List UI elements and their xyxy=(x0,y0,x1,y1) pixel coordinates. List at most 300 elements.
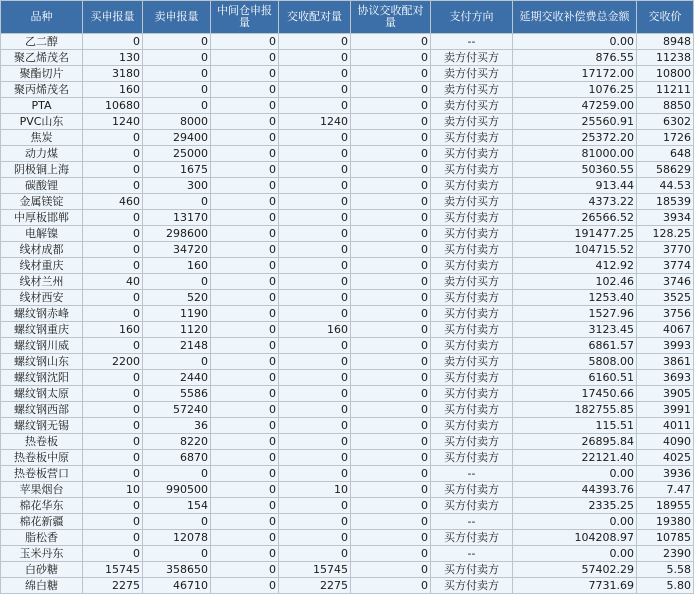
compensation-total-cell: 22121.40 xyxy=(513,450,637,466)
payment-direction-cell: 买方付卖方 xyxy=(431,418,513,434)
sell-declared-cell: 520 xyxy=(143,290,211,306)
intermediate-declared-cell: 0 xyxy=(211,258,279,274)
sell-declared-cell: 13170 xyxy=(143,210,211,226)
commodity-cell: 线材重庆 xyxy=(1,258,83,274)
agreement-matched-cell: 0 xyxy=(351,562,431,578)
intermediate-declared-cell: 0 xyxy=(211,98,279,114)
delivery-price-cell: 18539 xyxy=(637,194,694,210)
buy-declared-cell: 0 xyxy=(83,386,143,402)
buy-declared-cell: 0 xyxy=(83,338,143,354)
table-row xyxy=(1,146,694,162)
commodity-cell: 碳酸锂 xyxy=(1,178,83,194)
intermediate-declared-cell: 0 xyxy=(211,434,279,450)
delivery-price-cell: 3991 xyxy=(637,402,694,418)
compensation-total-cell: 47259.00 xyxy=(513,98,637,114)
payment-direction-cell: 买方付卖方 xyxy=(431,130,513,146)
compensation-total-cell: 0.00 xyxy=(513,546,637,562)
agreement-matched-cell: 0 xyxy=(351,482,431,498)
buy-declared-cell: 0 xyxy=(83,434,143,450)
commodity-cell: 动力煤 xyxy=(1,146,83,162)
payment-direction-cell: 买方付卖方 xyxy=(431,450,513,466)
intermediate-declared-cell: 0 xyxy=(211,210,279,226)
delivery-matched-cell: 10 xyxy=(279,482,351,498)
commodity-cell: 脂松香 xyxy=(1,530,83,546)
delivery-matched-cell: 0 xyxy=(279,386,351,402)
agreement-matched-cell: 0 xyxy=(351,130,431,146)
compensation-total-cell: 1253.40 xyxy=(513,290,637,306)
delivery-matched-cell: 0 xyxy=(279,530,351,546)
table-row xyxy=(1,546,694,562)
delivery-matched-cell: 0 xyxy=(279,130,351,146)
buy-declared-cell: 160 xyxy=(83,322,143,338)
agreement-matched-cell: 0 xyxy=(351,114,431,130)
buy-declared-cell: 3180 xyxy=(83,66,143,82)
delivery-price-cell: 3693 xyxy=(637,370,694,386)
commodity-cell: 绵白糖 xyxy=(1,578,83,594)
payment-direction-cell: -- xyxy=(431,546,513,562)
buy-declared-cell: 0 xyxy=(83,418,143,434)
compensation-total-cell: 0.00 xyxy=(513,34,637,50)
buy-declared-cell: 15745 xyxy=(83,562,143,578)
delivery-matched-cell: 0 xyxy=(279,194,351,210)
sell-declared-cell: 0 xyxy=(143,98,211,114)
payment-direction-cell: 卖方付买方 xyxy=(431,50,513,66)
agreement-matched-cell: 0 xyxy=(351,146,431,162)
compensation-total-cell: 1076.25 xyxy=(513,82,637,98)
compensation-total-cell: 2335.25 xyxy=(513,498,637,514)
agreement-matched-cell: 0 xyxy=(351,546,431,562)
delivery-matched-cell: 0 xyxy=(279,450,351,466)
delivery-price-cell: 3774 xyxy=(637,258,694,274)
buy-declared-cell: 40 xyxy=(83,274,143,290)
compensation-total-cell: 26566.52 xyxy=(513,210,637,226)
delivery-matched-cell: 0 xyxy=(279,82,351,98)
intermediate-declared-cell: 0 xyxy=(211,290,279,306)
sell-declared-cell: 8000 xyxy=(143,114,211,130)
intermediate-declared-cell: 0 xyxy=(211,562,279,578)
agreement-matched-cell: 0 xyxy=(351,530,431,546)
sell-declared-cell: 0 xyxy=(143,194,211,210)
compensation-total-cell: 5808.00 xyxy=(513,354,637,370)
table-row xyxy=(1,562,694,578)
sell-declared-cell: 0 xyxy=(143,34,211,50)
intermediate-declared-cell: 0 xyxy=(211,546,279,562)
buy-declared-cell: 0 xyxy=(83,242,143,258)
payment-direction-cell: -- xyxy=(431,514,513,530)
intermediate-declared-cell: 0 xyxy=(211,162,279,178)
delivery-price-cell: 3905 xyxy=(637,386,694,402)
payment-direction-cell: 买方付卖方 xyxy=(431,146,513,162)
intermediate-declared-cell: 0 xyxy=(211,322,279,338)
delivery-price-cell: 4011 xyxy=(637,418,694,434)
intermediate-declared-cell: 0 xyxy=(211,482,279,498)
agreement-matched-cell: 0 xyxy=(351,578,431,594)
intermediate-declared-cell: 0 xyxy=(211,578,279,594)
table-row xyxy=(1,274,694,290)
payment-direction-cell: 买方付卖方 xyxy=(431,482,513,498)
commodity-cell: 螺纹钢西部 xyxy=(1,402,83,418)
intermediate-declared-cell: 0 xyxy=(211,338,279,354)
table-row xyxy=(1,290,694,306)
sell-declared-cell: 160 xyxy=(143,258,211,274)
sell-declared-cell: 0 xyxy=(143,466,211,482)
col-header-buy-declared: 买申报量 xyxy=(83,1,143,34)
commodity-cell: 玉米丹东 xyxy=(1,546,83,562)
delivery-price-cell: 3746 xyxy=(637,274,694,290)
intermediate-declared-cell: 0 xyxy=(211,242,279,258)
compensation-total-cell: 104208.97 xyxy=(513,530,637,546)
buy-declared-cell: 0 xyxy=(83,226,143,242)
agreement-matched-cell: 0 xyxy=(351,402,431,418)
buy-declared-cell: 0 xyxy=(83,450,143,466)
table-row xyxy=(1,322,694,338)
agreement-matched-cell: 0 xyxy=(351,50,431,66)
compensation-total-cell: 3123.45 xyxy=(513,322,637,338)
buy-declared-cell: 0 xyxy=(83,466,143,482)
buy-declared-cell: 0 xyxy=(83,402,143,418)
sell-declared-cell: 0 xyxy=(143,546,211,562)
delivery-matched-cell: 0 xyxy=(279,98,351,114)
delivery-price-cell: 11211 xyxy=(637,82,694,98)
delivery-price-cell: 3756 xyxy=(637,306,694,322)
table-row xyxy=(1,578,694,594)
payment-direction-cell: -- xyxy=(431,34,513,50)
table-row xyxy=(1,370,694,386)
compensation-total-cell: 913.44 xyxy=(513,178,637,194)
compensation-total-cell: 412.92 xyxy=(513,258,637,274)
compensation-total-cell: 7731.69 xyxy=(513,578,637,594)
table-row xyxy=(1,226,694,242)
sell-declared-cell: 34720 xyxy=(143,242,211,258)
agreement-matched-cell: 0 xyxy=(351,162,431,178)
buy-declared-cell: 10680 xyxy=(83,98,143,114)
compensation-total-cell: 17450.66 xyxy=(513,386,637,402)
compensation-total-cell: 1527.96 xyxy=(513,306,637,322)
buy-declared-cell: 0 xyxy=(83,530,143,546)
compensation-total-cell: 104715.52 xyxy=(513,242,637,258)
buy-declared-cell: 0 xyxy=(83,162,143,178)
buy-declared-cell: 0 xyxy=(83,290,143,306)
sell-declared-cell: 12078 xyxy=(143,530,211,546)
table-row xyxy=(1,338,694,354)
agreement-matched-cell: 0 xyxy=(351,466,431,482)
delivery-matched-cell: 0 xyxy=(279,146,351,162)
agreement-matched-cell: 0 xyxy=(351,66,431,82)
payment-direction-cell: 卖方付买方 xyxy=(431,114,513,130)
compensation-total-cell: 44393.76 xyxy=(513,482,637,498)
delivery-price-cell: 10785 xyxy=(637,530,694,546)
payment-direction-cell: 卖方付买方 xyxy=(431,98,513,114)
table-row xyxy=(1,66,694,82)
col-header-delivery-matched: 交收配对量 xyxy=(279,1,351,34)
commodity-cell: 螺纹钢川威 xyxy=(1,338,83,354)
col-header-sell-declared: 卖申报量 xyxy=(143,1,211,34)
header-row xyxy=(1,1,694,34)
delivery-matched-cell: 160 xyxy=(279,322,351,338)
intermediate-declared-cell: 0 xyxy=(211,514,279,530)
agreement-matched-cell: 0 xyxy=(351,434,431,450)
col-header-payment-direction: 支付方向 xyxy=(431,1,513,34)
payment-direction-cell: 买方付卖方 xyxy=(431,530,513,546)
table-row xyxy=(1,98,694,114)
delivery-matched-cell: 0 xyxy=(279,514,351,530)
commodity-cell: 螺纹钢重庆 xyxy=(1,322,83,338)
sell-declared-cell: 2148 xyxy=(143,338,211,354)
compensation-total-cell: 6861.57 xyxy=(513,338,637,354)
table-row xyxy=(1,514,694,530)
table-row xyxy=(1,418,694,434)
delivery-price-cell: 4067 xyxy=(637,322,694,338)
delivery-price-cell: 2390 xyxy=(637,546,694,562)
agreement-matched-cell: 0 xyxy=(351,34,431,50)
delivery-price-cell: 3934 xyxy=(637,210,694,226)
delivery-matched-cell: 2275 xyxy=(279,578,351,594)
intermediate-declared-cell: 0 xyxy=(211,306,279,322)
agreement-matched-cell: 0 xyxy=(351,258,431,274)
delivery-price-cell: 3936 xyxy=(637,466,694,482)
table-row xyxy=(1,530,694,546)
delivery-price-cell: 3770 xyxy=(637,242,694,258)
compensation-total-cell: 115.51 xyxy=(513,418,637,434)
table-row xyxy=(1,498,694,514)
agreement-matched-cell: 0 xyxy=(351,338,431,354)
delivery-matched-cell: 0 xyxy=(279,290,351,306)
sell-declared-cell: 5586 xyxy=(143,386,211,402)
buy-declared-cell: 130 xyxy=(83,50,143,66)
commodity-cell: 中厚板邯郸 xyxy=(1,210,83,226)
compensation-total-cell: 876.55 xyxy=(513,50,637,66)
sell-declared-cell: 1190 xyxy=(143,306,211,322)
intermediate-declared-cell: 0 xyxy=(211,130,279,146)
buy-declared-cell: 0 xyxy=(83,370,143,386)
sell-declared-cell: 46710 xyxy=(143,578,211,594)
compensation-total-cell: 4373.22 xyxy=(513,194,637,210)
table-row xyxy=(1,130,694,146)
sell-declared-cell: 6870 xyxy=(143,450,211,466)
sell-declared-cell: 0 xyxy=(143,82,211,98)
delivery-matched-cell: 0 xyxy=(279,258,351,274)
table-row xyxy=(1,194,694,210)
compensation-total-cell: 0.00 xyxy=(513,466,637,482)
buy-declared-cell: 0 xyxy=(83,514,143,530)
delivery-matched-cell: 0 xyxy=(279,34,351,50)
buy-declared-cell: 0 xyxy=(83,146,143,162)
agreement-matched-cell: 0 xyxy=(351,306,431,322)
intermediate-declared-cell: 0 xyxy=(211,386,279,402)
agreement-matched-cell: 0 xyxy=(351,98,431,114)
delivery-price-cell: 8948 xyxy=(637,34,694,50)
delivery-matched-cell: 0 xyxy=(279,66,351,82)
table-row xyxy=(1,482,694,498)
table-row xyxy=(1,258,694,274)
payment-direction-cell: 买方付卖方 xyxy=(431,370,513,386)
compensation-total-cell: 25560.91 xyxy=(513,114,637,130)
delivery-price-cell: 128.25 xyxy=(637,226,694,242)
delivery-price-cell: 44.53 xyxy=(637,178,694,194)
delivery-matched-cell: 0 xyxy=(279,178,351,194)
delivery-price-cell: 58629 xyxy=(637,162,694,178)
sell-declared-cell: 154 xyxy=(143,498,211,514)
agreement-matched-cell: 0 xyxy=(351,290,431,306)
intermediate-declared-cell: 0 xyxy=(211,466,279,482)
intermediate-declared-cell: 0 xyxy=(211,114,279,130)
intermediate-declared-cell: 0 xyxy=(211,178,279,194)
col-header-delivery-price: 交收价 xyxy=(637,1,694,34)
delivery-price-cell: 7.47 xyxy=(637,482,694,498)
delivery-price-cell: 1726 xyxy=(637,130,694,146)
delivery-matched-cell: 0 xyxy=(279,338,351,354)
table-row xyxy=(1,386,694,402)
intermediate-declared-cell: 0 xyxy=(211,450,279,466)
intermediate-declared-cell: 0 xyxy=(211,82,279,98)
sell-declared-cell: 358650 xyxy=(143,562,211,578)
agreement-matched-cell: 0 xyxy=(351,322,431,338)
intermediate-declared-cell: 0 xyxy=(211,274,279,290)
col-header-compensation-total: 延期交收补偿费总金额 xyxy=(513,1,637,34)
table-row xyxy=(1,162,694,178)
agreement-matched-cell: 0 xyxy=(351,450,431,466)
sell-declared-cell: 0 xyxy=(143,50,211,66)
intermediate-declared-cell: 0 xyxy=(211,402,279,418)
delivery-price-cell: 5.80 xyxy=(637,578,694,594)
buy-declared-cell: 0 xyxy=(83,130,143,146)
delivery-matched-cell: 15745 xyxy=(279,562,351,578)
payment-direction-cell: 买方付卖方 xyxy=(431,242,513,258)
buy-declared-cell: 2200 xyxy=(83,354,143,370)
agreement-matched-cell: 0 xyxy=(351,514,431,530)
intermediate-declared-cell: 0 xyxy=(211,66,279,82)
delivery-matched-cell: 0 xyxy=(279,274,351,290)
commodity-cell: PVC山东 xyxy=(1,114,83,130)
commodity-cell: 阴极铜上海 xyxy=(1,162,83,178)
buy-declared-cell: 460 xyxy=(83,194,143,210)
agreement-matched-cell: 0 xyxy=(351,386,431,402)
table-row xyxy=(1,354,694,370)
delivery-price-cell: 8850 xyxy=(637,98,694,114)
delivery-price-cell: 3993 xyxy=(637,338,694,354)
buy-declared-cell: 1240 xyxy=(83,114,143,130)
delivery-matched-cell: 0 xyxy=(279,498,351,514)
sell-declared-cell: 57240 xyxy=(143,402,211,418)
payment-direction-cell: 卖方付买方 xyxy=(431,82,513,98)
agreement-matched-cell: 0 xyxy=(351,226,431,242)
sell-declared-cell: 0 xyxy=(143,274,211,290)
delivery-matched-cell: 0 xyxy=(279,162,351,178)
compensation-total-cell: 0.00 xyxy=(513,514,637,530)
delivery-price-cell: 4025 xyxy=(637,450,694,466)
buy-declared-cell: 160 xyxy=(83,82,143,98)
payment-direction-cell: 买方付卖方 xyxy=(431,210,513,226)
compensation-total-cell: 50360.55 xyxy=(513,162,637,178)
compensation-total-cell: 17172.00 xyxy=(513,66,637,82)
commodity-cell: 电解镍 xyxy=(1,226,83,242)
agreement-matched-cell: 0 xyxy=(351,242,431,258)
delivery-matched-cell: 0 xyxy=(279,402,351,418)
payment-direction-cell: 买方付卖方 xyxy=(431,162,513,178)
delivery-price-cell: 648 xyxy=(637,146,694,162)
buy-declared-cell: 0 xyxy=(83,258,143,274)
buy-declared-cell: 0 xyxy=(83,210,143,226)
commodity-cell: 热卷板营口 xyxy=(1,466,83,482)
commodity-cell: 金属镁锭 xyxy=(1,194,83,210)
buy-declared-cell: 0 xyxy=(83,498,143,514)
payment-direction-cell: 卖方付买方 xyxy=(431,354,513,370)
delivery-matched-cell: 0 xyxy=(279,50,351,66)
commodity-cell: 白砂糖 xyxy=(1,562,83,578)
payment-direction-cell: 买方付卖方 xyxy=(431,258,513,274)
agreement-matched-cell: 0 xyxy=(351,210,431,226)
delivery-matched-cell: 1240 xyxy=(279,114,351,130)
table-row xyxy=(1,82,694,98)
commodity-cell: 螺纹钢太原 xyxy=(1,386,83,402)
col-header-agreement-matched: 协议交收配对量 xyxy=(351,1,431,34)
delivery-price-cell: 3861 xyxy=(637,354,694,370)
commodity-cell: 线材兰州 xyxy=(1,274,83,290)
delivery-matched-cell: 0 xyxy=(279,306,351,322)
agreement-matched-cell: 0 xyxy=(351,178,431,194)
delivery-price-cell: 11238 xyxy=(637,50,694,66)
delivery-matched-cell: 0 xyxy=(279,210,351,226)
payment-direction-cell: 买方付卖方 xyxy=(431,178,513,194)
payment-direction-cell: 买方付卖方 xyxy=(431,322,513,338)
delivery-price-cell: 18955 xyxy=(637,498,694,514)
payment-direction-cell: 买方付卖方 xyxy=(431,562,513,578)
delivery-price-cell: 4090 xyxy=(637,434,694,450)
commodity-cell: 苹果烟台 xyxy=(1,482,83,498)
col-header-intermediate-declared: 中间仓申报量 xyxy=(211,1,279,34)
table-row xyxy=(1,178,694,194)
buy-declared-cell: 0 xyxy=(83,178,143,194)
intermediate-declared-cell: 0 xyxy=(211,34,279,50)
intermediate-declared-cell: 0 xyxy=(211,498,279,514)
commodity-cell: 聚乙烯茂名 xyxy=(1,50,83,66)
payment-direction-cell: -- xyxy=(431,466,513,482)
agreement-matched-cell: 0 xyxy=(351,418,431,434)
table-row xyxy=(1,242,694,258)
payment-direction-cell: 买方付卖方 xyxy=(431,386,513,402)
payment-direction-cell: 买方付卖方 xyxy=(431,578,513,594)
compensation-total-cell: 81000.00 xyxy=(513,146,637,162)
intermediate-declared-cell: 0 xyxy=(211,354,279,370)
buy-declared-cell: 2275 xyxy=(83,578,143,594)
col-header-commodity: 品种 xyxy=(1,1,83,34)
table-row xyxy=(1,450,694,466)
table-row xyxy=(1,210,694,226)
sell-declared-cell: 36 xyxy=(143,418,211,434)
delivery-matched-cell: 0 xyxy=(279,242,351,258)
commodity-cell: 线材成都 xyxy=(1,242,83,258)
sell-declared-cell: 25000 xyxy=(143,146,211,162)
sell-declared-cell: 1120 xyxy=(143,322,211,338)
delivery-matched-cell: 0 xyxy=(279,418,351,434)
commodity-cell: 螺纹钢山东 xyxy=(1,354,83,370)
buy-declared-cell: 10 xyxy=(83,482,143,498)
table-row xyxy=(1,402,694,418)
sell-declared-cell: 990500 xyxy=(143,482,211,498)
compensation-total-cell: 57402.29 xyxy=(513,562,637,578)
agreement-matched-cell: 0 xyxy=(351,194,431,210)
intermediate-declared-cell: 0 xyxy=(211,370,279,386)
compensation-total-cell: 182755.85 xyxy=(513,402,637,418)
intermediate-declared-cell: 0 xyxy=(211,530,279,546)
buy-declared-cell: 0 xyxy=(83,306,143,322)
payment-direction-cell: 买方付卖方 xyxy=(431,338,513,354)
sell-declared-cell: 1675 xyxy=(143,162,211,178)
agreement-matched-cell: 0 xyxy=(351,82,431,98)
compensation-total-cell: 26895.84 xyxy=(513,434,637,450)
sell-declared-cell: 300 xyxy=(143,178,211,194)
payment-direction-cell: 买方付卖方 xyxy=(431,402,513,418)
